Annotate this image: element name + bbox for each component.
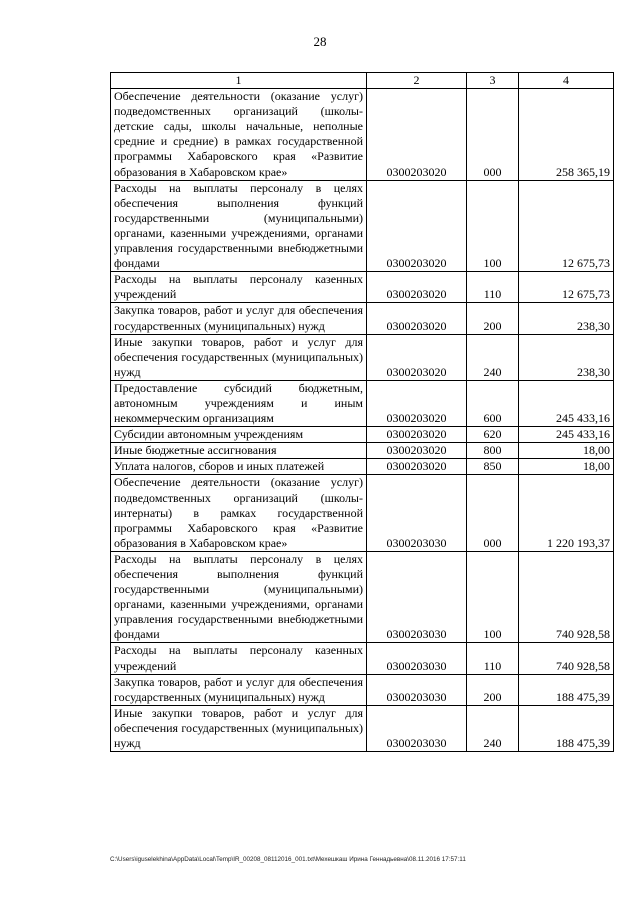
target-code: 0300203030 xyxy=(367,551,467,643)
table-row xyxy=(111,705,614,751)
table-row xyxy=(111,674,614,705)
expense-name: Иные закупки товаров, работ и услуг для обеспечения государственных (муниципальных) нужд xyxy=(111,705,367,751)
table-row xyxy=(111,443,614,459)
expense-name: Расходы на выплаты персоналу казенных учреждений xyxy=(111,643,367,674)
table-row xyxy=(111,272,614,303)
file-path-footer: C:\Users\iguselekhina\AppData\Local\Temp\IR_00208_08112016_001.txt\Мехешкаш Ирина Геннадьевна\08.11.2016 17:57:11 xyxy=(110,856,466,863)
amount: 740 928,58 xyxy=(519,643,614,674)
expense-type: 100 xyxy=(467,551,519,643)
expense-type: 600 xyxy=(467,380,519,426)
amount: 245 433,16 xyxy=(519,427,614,443)
expense-type: 200 xyxy=(467,303,519,334)
expense-type: 000 xyxy=(467,89,519,181)
target-code: 0300203020 xyxy=(367,180,467,272)
expense-name: Иные закупки товаров, работ и услуг для обеспечения государственных (муниципальных) нужд xyxy=(111,334,367,380)
target-code: 0300203030 xyxy=(367,475,467,551)
header-col-4: 4 xyxy=(519,73,614,89)
target-code: 0300203020 xyxy=(367,303,467,334)
amount: 1 220 193,37 xyxy=(519,475,614,551)
target-code: 0300203030 xyxy=(367,674,467,705)
expense-type: 240 xyxy=(467,334,519,380)
expense-name: Расходы на выплаты персоналу в целях обеспечения выполнения функций государственными (муниципальными) органами, казенными учреждениями, органами управления государственными внебюджетными фондами xyxy=(111,180,367,272)
amount: 245 433,16 xyxy=(519,380,614,426)
table-header-row xyxy=(111,73,614,89)
table-row xyxy=(111,459,614,475)
table-row xyxy=(111,89,614,181)
target-code: 0300203030 xyxy=(367,705,467,751)
expense-type: 850 xyxy=(467,459,519,475)
table-row xyxy=(111,475,614,551)
expense-name: Расходы на выплаты персоналу в целях обеспечения выполнения функций государственными (муниципальными) органами, казенными учреждениями, органами управления государственными внебюджетными фондами xyxy=(111,551,367,643)
expense-name: Обеспечение деятельности (оказание услуг) подведомственных организаций (школы-интернаты) в рамках государственной программы Хабаровского края «Развитие образования в Хабаровском крае» xyxy=(111,475,367,551)
table-row xyxy=(111,180,614,272)
expense-name: Закупка товаров, работ и услуг для обеспечения государственных (муниципальных) нужд xyxy=(111,303,367,334)
target-code: 0300203020 xyxy=(367,380,467,426)
amount: 740 928,58 xyxy=(519,551,614,643)
amount: 258 365,19 xyxy=(519,89,614,181)
table-row xyxy=(111,380,614,426)
table-row xyxy=(111,643,614,674)
expense-type: 240 xyxy=(467,705,519,751)
expense-type: 100 xyxy=(467,180,519,272)
target-code: 0300203020 xyxy=(367,459,467,475)
amount: 238,30 xyxy=(519,303,614,334)
header-col-2: 2 xyxy=(367,73,467,89)
amount: 188 475,39 xyxy=(519,705,614,751)
amount: 238,30 xyxy=(519,334,614,380)
expense-type: 110 xyxy=(467,272,519,303)
expense-type: 000 xyxy=(467,475,519,551)
table-row xyxy=(111,303,614,334)
expense-type: 200 xyxy=(467,674,519,705)
target-code: 0300203030 xyxy=(367,643,467,674)
page-number: 28 xyxy=(313,34,327,49)
expense-name: Иные бюджетные ассигнования xyxy=(111,443,367,459)
target-code: 0300203020 xyxy=(367,89,467,181)
target-code: 0300203020 xyxy=(367,272,467,303)
expense-name: Субсидии автономным учреждениям xyxy=(111,427,367,443)
amount: 18,00 xyxy=(519,459,614,475)
expense-name: Уплата налогов, сборов и иных платежей xyxy=(111,459,367,475)
amount: 18,00 xyxy=(519,443,614,459)
expense-type: 800 xyxy=(467,443,519,459)
expense-name: Предоставление субсидий бюджетным, автономным учреждениям и иным некоммерческим организациям xyxy=(111,380,367,426)
expense-type: 620 xyxy=(467,427,519,443)
target-code: 0300203020 xyxy=(367,334,467,380)
expense-name: Расходы на выплаты персоналу казенных учреждений xyxy=(111,272,367,303)
budget-table xyxy=(110,72,614,752)
amount: 12 675,73 xyxy=(519,180,614,272)
header-col-1: 1 xyxy=(111,73,367,89)
table-row xyxy=(111,551,614,643)
expense-name: Обеспечение деятельности (оказание услуг) подведомственных организаций (школы-детские сады, школы начальные, неполные средние и средние) в рамках государственной программы Хабаровского края «Развитие образования в Хабаровском крае» xyxy=(111,89,367,181)
amount: 188 475,39 xyxy=(519,674,614,705)
expense-name: Закупка товаров, работ и услуг для обеспечения государственных (муниципальных) нужд xyxy=(111,674,367,705)
table-row xyxy=(111,427,614,443)
amount: 12 675,73 xyxy=(519,272,614,303)
target-code: 0300203020 xyxy=(367,427,467,443)
header-col-3: 3 xyxy=(467,73,519,89)
target-code: 0300203020 xyxy=(367,443,467,459)
expense-type: 110 xyxy=(467,643,519,674)
table-row xyxy=(111,334,614,380)
